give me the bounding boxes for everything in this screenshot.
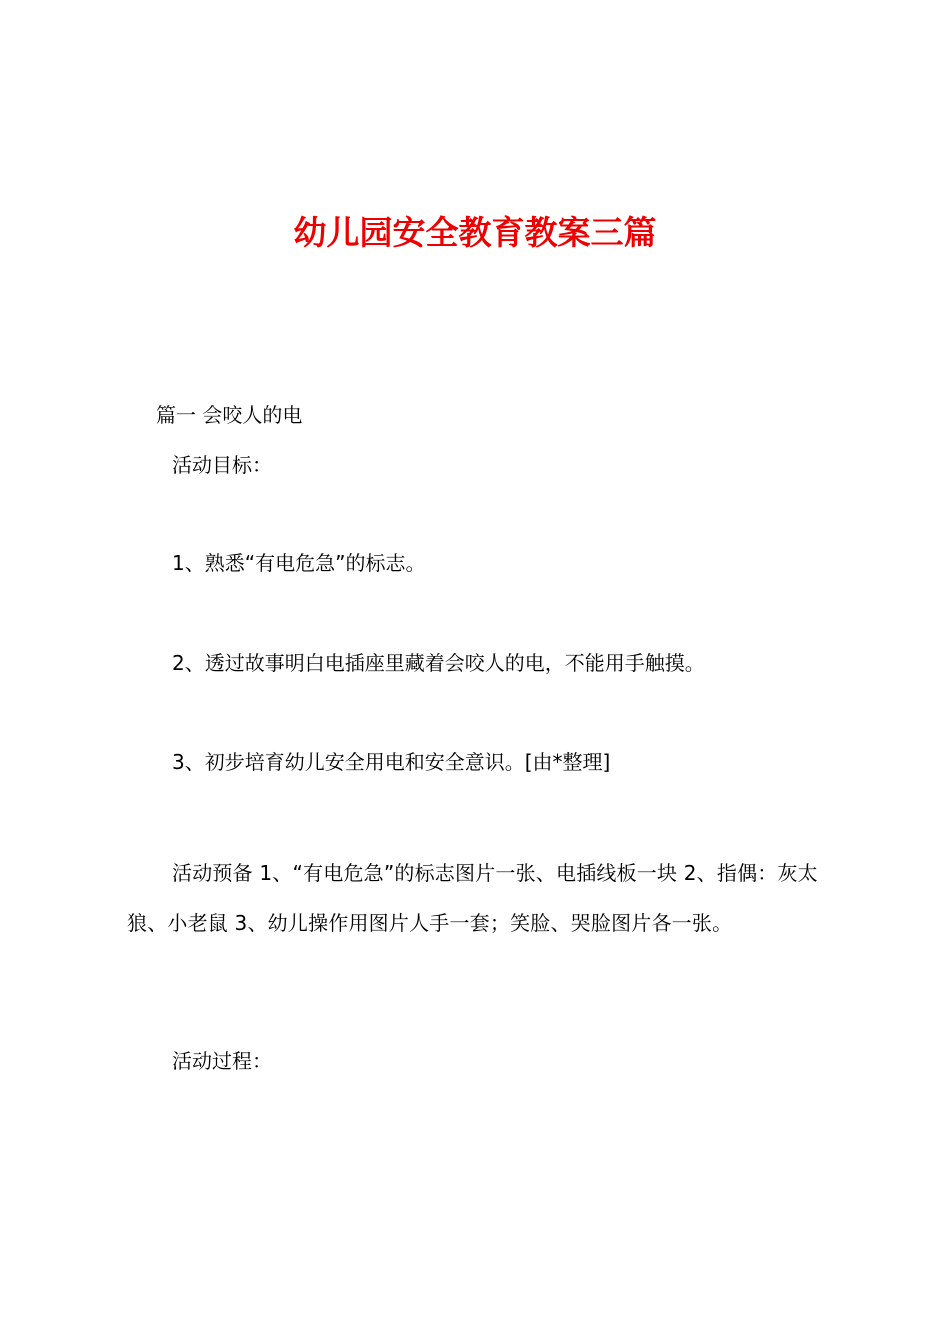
activity-preparation-paragraph: 活动预备 1、“有电危急”的标志图片一张、电插线板一块 2、指偶：灰太狼、小老鼠 3、幼儿操作用图片人手一套；笑脸、哭脸图片各一张。 xyxy=(127,861,818,935)
activity-goals-label: 活动目标： xyxy=(172,453,272,477)
goal-item-1: 1、熟悉“有电危急”的标志。 xyxy=(172,551,426,575)
activity-process-label: 活动过程： xyxy=(172,1049,272,1073)
document-title: 幼儿园安全教育教案三篇 xyxy=(293,213,657,252)
goal-item-2: 2、透过故事明白电插座里藏着会咬人的电，不能用手触摸。 xyxy=(172,651,705,675)
goal-item-3: 3、初步培育幼儿安全用电和安全意识。[由*整理] xyxy=(172,750,611,774)
section-heading: 篇一 会咬人的电 xyxy=(156,403,303,427)
